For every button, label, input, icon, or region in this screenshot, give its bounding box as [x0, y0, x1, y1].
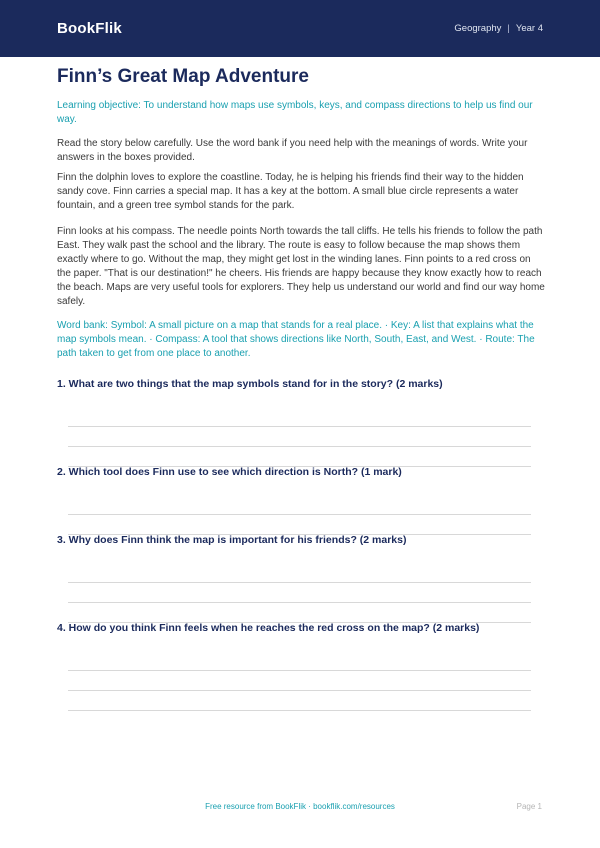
subject-label: Geography: [454, 23, 502, 34]
question-1: 1. What are two things that the map symbols stand for in the story? (2 marks): [57, 378, 443, 390]
answer-line-3a[interactable]: [68, 582, 531, 583]
answer-line-1b[interactable]: [68, 446, 531, 447]
meta-separator: |: [507, 23, 510, 34]
word-bank: Word bank: Symbol: A small picture on a map that stands for a real place. · Key: A list that explains what the map symbols mean. · Compass: A tool that shows directions like North, South, East, and West. · Route: The path taken to get from one place to another.: [57, 320, 535, 359]
question-4: 4. How do you think Finn feels when he reaches the red cross on the map? (2 marks): [57, 622, 480, 634]
page-number: Page 1: [516, 802, 542, 811]
page-title: Finn’s Great Map Adventure: [57, 66, 309, 87]
answer-line-4a[interactable]: [68, 670, 531, 671]
question-2: 2. Which tool does Finn use to see which direction is North? (1 mark): [57, 466, 402, 478]
learning-objective: Learning objective: To understand how maps use symbols, keys, and compass directions to help us find our way.: [57, 100, 533, 125]
header-bar: [0, 0, 600, 57]
answer-line-1a[interactable]: [68, 426, 531, 427]
instructions: Read the story below carefully. Use the word bank if you need help with the meanings of words. Write your answers in the boxes provided.: [57, 138, 528, 163]
story-paragraph-2: Finn looks at his compass. The needle points North towards the tall cliffs. He tells his friends to follow the path East. They walk past the school and the library. The route is easy to follow because the map shows them exactly where to go. Without the map, they might get lost in the winding lanes. Finn points to a red cross on the paper. "That is our destination!" he cheers. His friends are happy because they know exactly how to reach the beach. Maps are very useful tools for explorers. They help us understand our world and find our way home safely.: [57, 226, 545, 307]
year-label: Year 4: [515, 23, 543, 34]
question-3: 3. Why does Finn think the map is important for his friends? (2 marks): [57, 534, 407, 546]
header-meta: [454, 23, 543, 34]
answer-line-3b[interactable]: [68, 602, 531, 603]
answer-line-4c[interactable]: [68, 710, 531, 711]
answer-line-2a[interactable]: [68, 514, 531, 515]
brand-logo[interactable]: BookFlik: [57, 20, 122, 37]
story-paragraph-1: Finn the dolphin loves to explore the coastline. Today, he is helping his friends find their way to the hidden sandy cove. Finn carries a special map. It has a key at the bottom. A small blue circle represents a water fountain, and a green tree symbol stands for the park.: [57, 172, 524, 211]
answer-line-4b[interactable]: [68, 690, 531, 691]
footer-resource-link[interactable]: Free resource from BookFlik · bookflik.com/resources: [205, 802, 395, 811]
